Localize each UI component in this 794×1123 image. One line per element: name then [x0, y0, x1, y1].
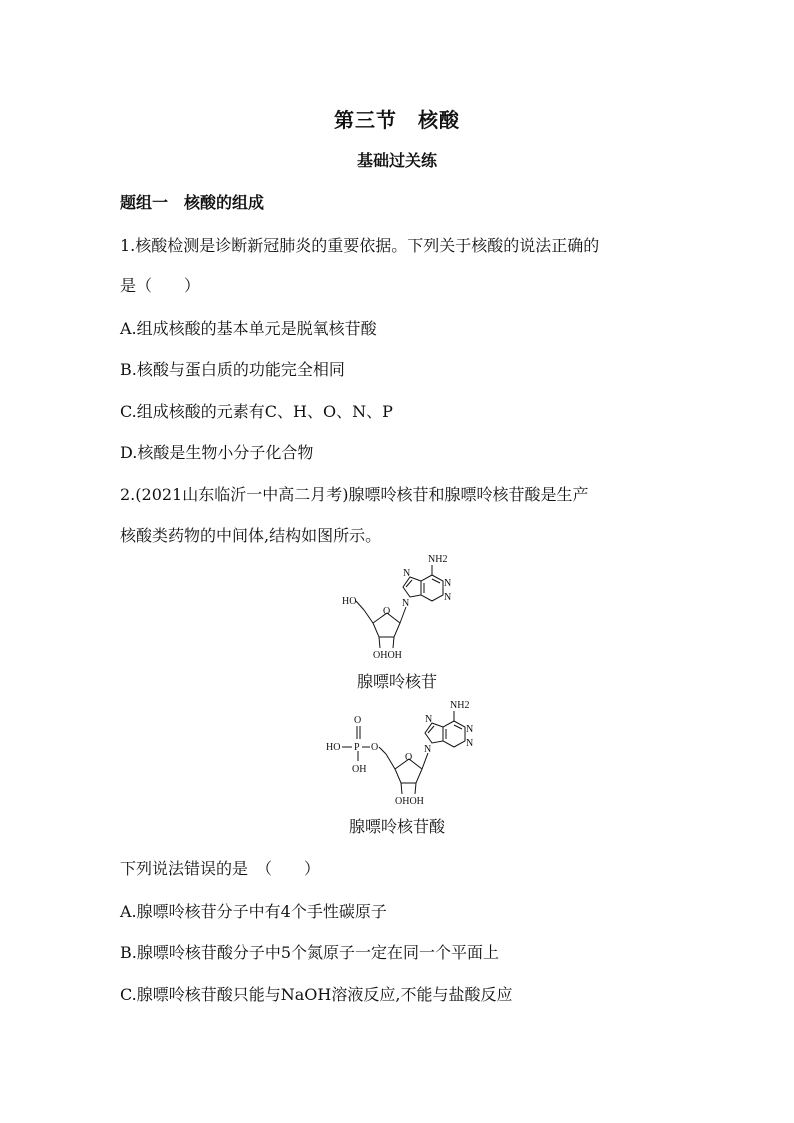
q2-option-c: C.腺嘌呤核苷酸只能与NaOH溶液反应,不能与盐酸反应	[120, 985, 513, 1004]
n-label: N	[466, 724, 474, 735]
o-top-label: O	[354, 715, 362, 726]
p-label: P	[354, 742, 360, 753]
o-link-label: O	[371, 742, 379, 753]
q2-prompt: 下列说法错误的是 （ ）	[120, 859, 321, 878]
ho-label: HO	[342, 596, 357, 607]
adenosine-monophosphate-structure	[324, 696, 474, 808]
page-title: 第三节 核酸	[334, 108, 460, 132]
n-label: N	[425, 714, 433, 725]
adenosine-structure	[340, 550, 460, 660]
nh2-label: NH2	[450, 700, 470, 711]
q1-option-a: A.组成核酸的基本单元是脱氧核苷酸	[120, 319, 377, 338]
q2-option-b: B.腺嘌呤核苷酸分子中5个氮原子一定在同一个平面上	[120, 943, 500, 962]
nh2-label: NH2	[428, 554, 448, 565]
n-label: N	[444, 578, 452, 589]
ohoh-label: OHOH	[373, 650, 402, 661]
q1-stem-line2: 是（ ）	[120, 276, 201, 295]
q1-option-b: B.核酸与蛋白质的功能完全相同	[120, 360, 345, 379]
q2-stem-line1: 2.(2021山东临沂一中高二月考)腺嘌呤核苷和腺嘌呤核苷酸是生产	[120, 485, 589, 504]
figure1-caption: 腺嘌呤核苷	[356, 672, 437, 691]
n-label: N	[424, 744, 432, 755]
q1-stem-line1: 1.核酸检测是诊断新冠肺炎的重要依据。下列关于核酸的说法正确的	[120, 236, 600, 255]
oh-p-label: OH	[352, 764, 367, 775]
n-label: N	[444, 592, 452, 603]
n-label: N	[402, 598, 410, 609]
ho-label: HO	[326, 742, 341, 753]
o-label: O	[383, 606, 391, 617]
section-subtitle: 基础过关练	[356, 151, 437, 170]
figure2-caption: 腺嘌呤核苷酸	[348, 817, 445, 836]
q2-option-a: A.腺嘌呤核苷分子中有4个手性碳原子	[120, 902, 387, 921]
group-heading: 题组一 核酸的组成	[120, 193, 265, 212]
n-label: N	[466, 738, 474, 749]
q1-option-c: C.组成核酸的元素有C、H、O、N、P	[120, 402, 393, 421]
q2-stem-line2: 核酸类药物的中间体,结构如图所示。	[120, 526, 382, 545]
ohoh-label: OHOH	[395, 796, 424, 807]
o-label: O	[405, 752, 413, 763]
q1-option-d: D.核酸是生物小分子化合物	[120, 443, 314, 462]
n-label: N	[403, 568, 411, 579]
